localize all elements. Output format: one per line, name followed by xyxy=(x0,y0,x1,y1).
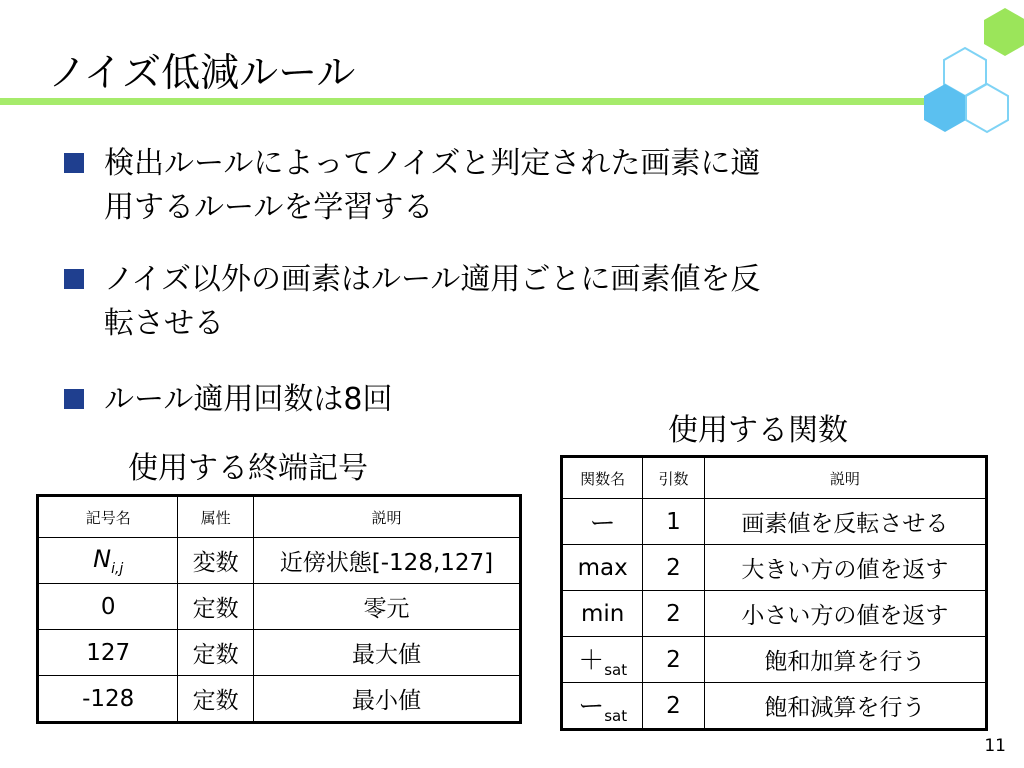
bullet-text: ノイズ以外の画素はルール適用ごとに画素値を反 転させる xyxy=(104,262,761,341)
attr-cell: 定数 xyxy=(178,584,253,630)
function-name-cell: ー$_{sat}$ xyxy=(562,683,643,730)
desc-cell: 最小値 xyxy=(253,676,520,723)
table-row xyxy=(562,545,987,591)
desc-cell: 大きい方の値を返す xyxy=(704,545,986,591)
table-header-cell: 関数名 xyxy=(562,457,643,499)
function-name-cell: $+_{sat}$ xyxy=(562,637,643,683)
symbol-cell: 0 xyxy=(38,584,178,630)
desc-cell: 最大値 xyxy=(253,630,520,676)
args-cell: 2 xyxy=(643,545,704,591)
attr-cell: 定数 xyxy=(178,676,253,723)
desc-cell: 近傍状態[-128,127] xyxy=(253,538,520,584)
bullet-text: 検出ルールによってノイズと判定された画素に適 用するルールを学習する xyxy=(104,146,761,225)
title-underline xyxy=(0,98,932,105)
table-row xyxy=(562,499,987,545)
functions-caption: 使用する関数 xyxy=(668,413,848,448)
terminals-caption: 使用する終端記号 xyxy=(128,451,368,486)
symbol-cell: -128 xyxy=(38,676,178,723)
table-header-row xyxy=(562,457,987,499)
args-cell: 2 xyxy=(643,637,704,683)
symbol-cell: $N_{i,j}$ xyxy=(38,538,178,584)
table-row xyxy=(38,676,521,723)
table-row xyxy=(562,637,987,683)
function-name-cell: max xyxy=(562,545,643,591)
table-row xyxy=(562,591,987,637)
args-cell: 2 xyxy=(643,591,704,637)
bullet-text: ルール適用回数は8回 xyxy=(104,382,393,417)
terminals-table xyxy=(36,494,522,724)
desc-cell: 画素値を反転させる xyxy=(704,499,986,545)
desc-cell: 飽和減算を行う xyxy=(704,683,986,730)
functions-table xyxy=(560,455,988,731)
args-cell: 1 xyxy=(643,499,704,545)
table-header-cell: 引数 xyxy=(643,457,704,499)
table-row xyxy=(38,630,521,676)
attr-cell: 定数 xyxy=(178,630,253,676)
attr-cell: 変数 xyxy=(178,538,253,584)
table-row xyxy=(38,538,521,584)
table-header-cell: 説明 xyxy=(253,496,520,538)
function-name-cell: min xyxy=(562,591,643,637)
symbol-cell: 127 xyxy=(38,630,178,676)
bullet-square-icon xyxy=(64,269,84,289)
table-row xyxy=(38,584,521,630)
table-row xyxy=(562,683,987,730)
desc-cell: 小さい方の値を返す xyxy=(704,591,986,637)
bullet-square-icon xyxy=(64,389,84,409)
hexagon-green xyxy=(984,8,1024,56)
desc-cell: 零元 xyxy=(253,584,520,630)
page-number: 11 xyxy=(984,736,1006,756)
table-header-cell: 説明 xyxy=(704,457,986,499)
bullet-square-icon xyxy=(64,153,84,173)
args-cell: 2 xyxy=(643,683,704,730)
slide-title: ノイズ低減ルール xyxy=(48,51,356,96)
table-header-cell: 記号名 xyxy=(38,496,178,538)
table-header-cell: 属性 xyxy=(178,496,253,538)
table-header-row xyxy=(38,496,521,538)
hexagon-decoration-icon xyxy=(912,0,1024,140)
function-name-cell: ー xyxy=(562,499,643,545)
desc-cell: 飽和加算を行う xyxy=(704,637,986,683)
